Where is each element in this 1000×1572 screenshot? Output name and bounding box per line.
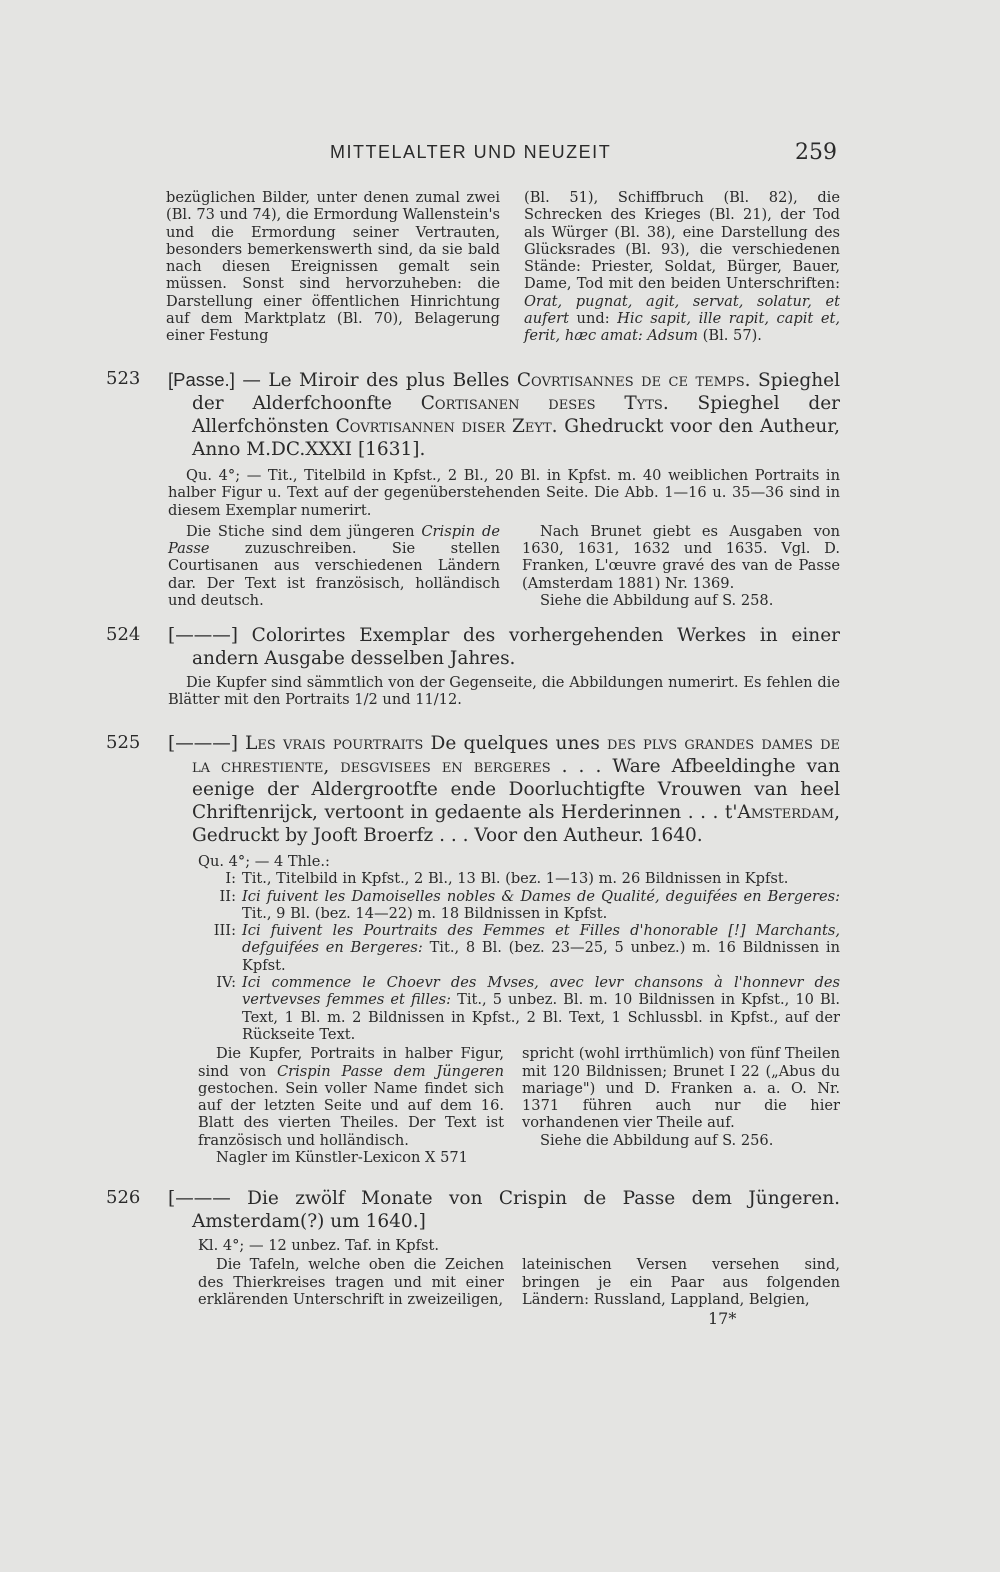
heading-part: De quelques unes (423, 733, 608, 754)
part-item (198, 888, 840, 923)
entry-notes (198, 1045, 840, 1166)
note-italic: Crispin Passe dem Jüngeren (276, 1062, 504, 1080)
part-label: IV: (216, 974, 236, 992)
part-title: Ici fuivent les Damoiselles nobles & Dames de Qualité, deguifées en Bergeres: (242, 887, 840, 905)
intro-right-part: und: (568, 310, 618, 328)
entry-collation: Qu. 4°; — Tit., Titelbild in Kpfst., 2 Bl., 20 Bl. in Kpfst. m. 40 weiblichen Portraits in halber Figur u. Text auf der gegenüberstehenden Seite. Die Abb. 1—16 u. 35—36 sind in diesem Exemplar numerirt. (168, 467, 840, 519)
part-text (242, 870, 840, 887)
part-desc: Tit., Titelbild in Kpfst., 2 Bl., 13 Bl. (bez. 1—13) m. 26 Bildnissen in Kpfst. (242, 870, 789, 888)
heading-part: , Gedruckt by Jooft Broerfz . . . Voor den Autheur. 1640. (192, 802, 840, 846)
catalog-entry-524 (106, 624, 840, 709)
note-part: Nach Brunet giebt es Ausgaben von 1630, 1631, 1632 und 1635. Vgl. D. Franken, L'œuvre gravé des van de Passe (Amsterdam 1881) Nr. 1369. (522, 522, 840, 592)
note-part: Die Kupfer, Portraits in halber Figur, sind von (198, 1045, 504, 1080)
catalog-entry-525 (106, 732, 840, 1166)
part-item (198, 922, 840, 974)
intro-right-part: (Bl. 51), Schiffbruch (Bl. 82), die Schrecken des Krieges (Bl. 21), der Tod als Würger (Bl. 38), eine Darstellung des Glücksrades (Bl. 93), die verschiedenen Stände: Priester, Soldat, Bürger, Bauer, Dame, Tod mit den beiden Unterschriften: (524, 189, 840, 293)
note-italic: Crispin de Passe (168, 522, 500, 558)
part-label: II: (219, 887, 236, 905)
page-number: 259 (795, 140, 837, 165)
entry-notes (168, 523, 840, 609)
entry-heading (168, 732, 840, 847)
part-title: Ici commence le Choevr des Mvses, avec levr chansons à l'honnevr des vertvevses femmes et filles: (242, 974, 840, 1009)
entry-heading (168, 368, 840, 461)
part-desc: Tit., 9 Bl. (bez. 14—22) m. 18 Bildnissen in Kpfst. (242, 904, 608, 922)
part-text (242, 974, 840, 1043)
part-item (198, 974, 840, 1043)
running-title: MITTELALTER UND NEUZEIT (330, 142, 612, 162)
intro-right-text (524, 189, 840, 345)
entry-collation: Qu. 4°; — 4 Thle.: (198, 853, 330, 870)
parts-list (198, 870, 840, 1043)
note-part: Siehe die Abbildung auf S. 258. (540, 592, 774, 610)
catalog-entry-523 (106, 368, 840, 609)
intro-right-column (524, 189, 840, 345)
notes-right (522, 523, 840, 609)
notes-right (522, 1045, 840, 1166)
signature-mark: 17* (708, 1309, 737, 1328)
intro-columns (166, 189, 840, 345)
entry-number: 523 (106, 368, 141, 389)
part-text (242, 922, 840, 974)
latin-quote-1: Orat, pugnat, agit, servat, solatur, et aufert (524, 292, 840, 328)
note-part: Siehe die Abbildung auf S. 256. (540, 1131, 774, 1149)
part-item (198, 870, 840, 887)
heading-part: . . . Ware Afbeeldinghe van eenige der Aldergrootfte ende Doorluchtigfte Vrouwen van heel Chriftenrijck, vertoont in gedaente als Herderinnen . . . t' (192, 756, 840, 823)
heading-part: [———] (168, 733, 246, 754)
intro-left-text: bezüglichen Bilder, unter denen zumal zwei (Bl. 73 und 74), die Ermordung Wallenstein's und die Ermordung seiner Vertrauten, besonders bemerkenswerth sind, da sie bald nach diesen Ereignissen gemalt sein müssen. Sonst sind hervorzuheben: die Darstellung einer öffentlichen Hinrichtung auf dem Marktplatz (Bl. 70), Belagerung einer Festung (166, 189, 500, 345)
notes-left (168, 523, 500, 609)
intro-left-column (166, 189, 500, 345)
heading-part: . Spieghel der Allerfchönsten (192, 393, 840, 437)
notes-left: Die Tafeln, welche oben die Zeichen des Thierkreises tragen und mit einer erklärenden Unterschrift in zweizeiligen, (198, 1256, 504, 1308)
catalog-entry-526 (106, 1187, 840, 1308)
part-label: I: (225, 870, 236, 888)
entry-number: 524 (106, 624, 141, 645)
running-header (0, 142, 1000, 174)
notes-right: lateinischen Versen versehen sind, bringen je ein Paar aus folgenden Ländern: Russland, Lappland, Belgien, (522, 1256, 840, 1308)
note-part: gestochen. Sein voller Name findet sich auf der letzten Seite und auf dem 16. Blatt des vierten Theiles. Der Text ist französisch und holländisch. (198, 1079, 504, 1149)
entry-number: 526 (106, 1187, 141, 1208)
part-desc: Tit., 8 Bl. (bez. 23—25, 5 unbez.) m. 16 Bildnissen in Kpfst. (242, 939, 840, 974)
entry-number: 525 (106, 732, 141, 753)
heading-smallcaps: Covrtisannen diser Zeyt (335, 416, 552, 437)
intro-right-part: (Bl. 57). (698, 327, 762, 345)
entry-author: [Passe.] (168, 369, 235, 390)
note-part: spricht (wohl irrthümlich) von fünf Theilen mit 120 Bildnissen; Brunet I 22 („Abus du mariage") und D. Franken a. a. O. Nr. 1371 führen auch nur die hier vorhandenen vier Theile auf. (522, 1045, 840, 1132)
note-part: Die Stiche sind dem jüngeren (186, 522, 422, 540)
latin-quote-2: Hic sapit, ille rapit, capit et, ferit, hæc amat: Adsum (524, 310, 840, 345)
part-desc: Tit., 5 unbez. Bl. m. 10 Bildnissen in Kpfst., 10 Bl. Text, 1 Bl. m. 2 Bildnissen in Kpfst., 2 Bl. Text, 1 Schlussbl. in Kpfst., auf der Rückseite Text. (242, 991, 840, 1043)
heading-part: . Ghedruckt voor den Autheur, Anno M.DC.XXXI [1631]. (192, 416, 840, 460)
note-paragraph (198, 1045, 504, 1149)
part-title: Ici fuivent les Pourtraits des Femmes et Filles d'honorable [!] Marchants, defguifées en Bergeres: (242, 922, 840, 957)
entry-heading: [——— Die zwölf Monate von Crispin de Passe dem Jüngeren. Amsterdam(?) um 1640.] (168, 1188, 840, 1232)
note-part: Nagler im Künstler-Lexicon X 571 (216, 1149, 468, 1167)
heading-smallcaps: Covrtisannes de ce temps (516, 370, 745, 391)
entry-notes (198, 1256, 840, 1308)
entry-heading: [———] Colorirtes Exemplar des vorhergehenden Werkes in einer andern Ausgabe desselben Jahres. (168, 625, 840, 669)
heading-smallcaps: Les vrais pourtraits (245, 733, 424, 754)
heading-smallcaps: Cortisanen deses Tyts (420, 393, 663, 414)
entry-note: Die Kupfer sind sämmtlich von der Gegenseite, die Abbildungen numerirt. Es fehlen die Blätter mit den Portraits 1/2 und 11/12. (168, 674, 840, 709)
part-text (242, 888, 840, 923)
heading-part: — Le Miroir des plus Belles (234, 370, 517, 391)
heading-part: . Spieghel der Alderfchoonfte (192, 370, 840, 414)
notes-left (198, 1045, 504, 1166)
heading-smallcaps: Amsterdam (737, 802, 835, 823)
part-label: III: (213, 922, 236, 940)
entry-collation: Kl. 4°; — 12 unbez. Taf. in Kpfst. (198, 1237, 439, 1254)
heading-smallcaps: des plvs grandes dames de la chrestiente, desgvisees en bergeres (192, 733, 840, 777)
note-part: zuzuschreiben. Sie stellen Courtisanen aus verschiedenen Ländern dar. Der Text ist französisch, holländisch und deutsch. (168, 540, 500, 610)
